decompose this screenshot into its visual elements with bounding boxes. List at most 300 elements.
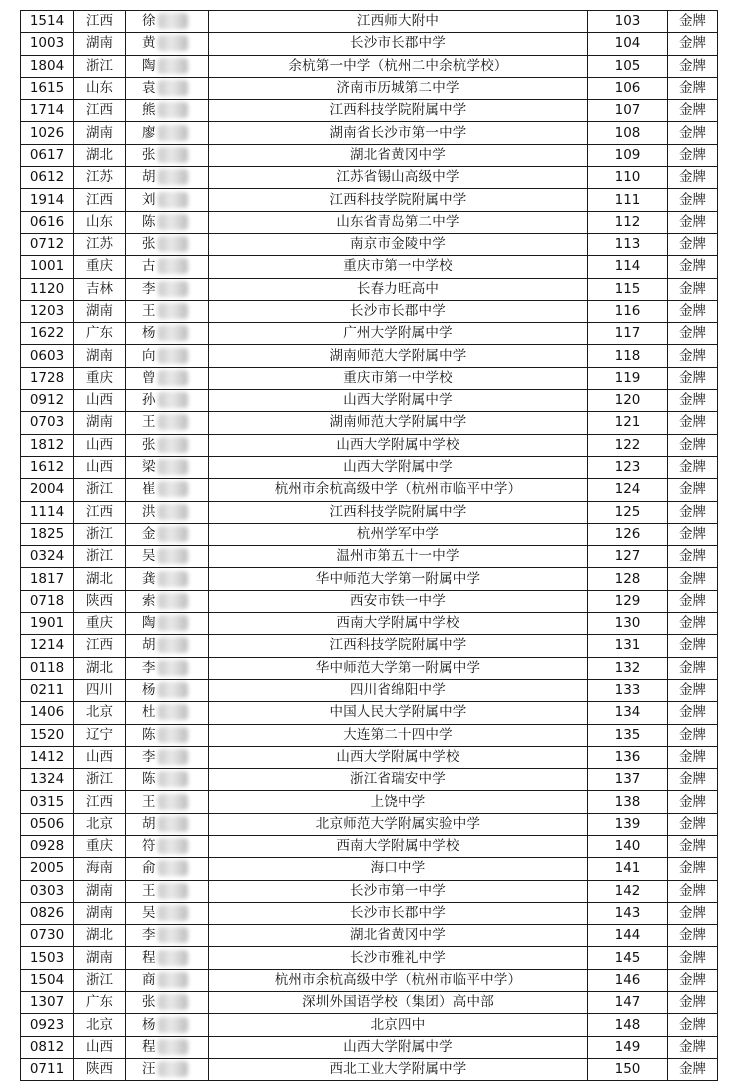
- id-cell: 1003: [21, 33, 74, 55]
- redaction-blur: [158, 236, 188, 252]
- medal-cell: 金牌: [668, 657, 718, 679]
- redaction-blur: [158, 13, 188, 29]
- school-cell: 重庆市第一中学校: [209, 367, 588, 389]
- id-cell: 1812: [21, 434, 74, 456]
- province-cell: 海南: [74, 858, 126, 880]
- province-cell: 江西: [74, 100, 126, 122]
- rank-cell: 104: [588, 33, 668, 55]
- medal-cell: 金牌: [668, 724, 718, 746]
- id-cell: 0812: [21, 1036, 74, 1058]
- surname-text: 徐: [142, 13, 156, 30]
- surname-text: 王: [142, 303, 156, 319]
- name-cell: [126, 969, 209, 991]
- medal-cell: 金牌: [668, 546, 718, 568]
- rank-cell: 132: [588, 657, 668, 679]
- surname-text: 崔: [142, 481, 156, 498]
- school-cell: 西南大学附属中学校: [209, 613, 588, 635]
- table-row: [21, 880, 718, 902]
- redaction-blur: [158, 838, 188, 854]
- id-cell: 0718: [21, 590, 74, 612]
- school-cell: 江苏省锡山高级中学: [209, 167, 588, 189]
- redaction-blur: [158, 392, 188, 408]
- rank-cell: 128: [588, 568, 668, 590]
- province-cell: 湖南: [74, 902, 126, 924]
- province-cell: 广东: [74, 992, 126, 1014]
- id-cell: 1406: [21, 702, 74, 724]
- medal-cell: 金牌: [668, 791, 718, 813]
- id-cell: 1714: [21, 100, 74, 122]
- rank-cell: 123: [588, 456, 668, 478]
- name-cell: [126, 367, 209, 389]
- province-cell: 浙江: [74, 55, 126, 77]
- id-cell: 1412: [21, 746, 74, 768]
- surname-text: 陶: [142, 615, 156, 632]
- id-cell: 1612: [21, 456, 74, 478]
- surname-text: 胡: [142, 815, 156, 832]
- medal-cell: 金牌: [668, 345, 718, 367]
- table-row: [21, 724, 718, 746]
- province-cell: 北京: [74, 813, 126, 835]
- table-row: [21, 100, 718, 122]
- rank-cell: 108: [588, 122, 668, 144]
- table-row: [21, 300, 718, 322]
- province-cell: 江西: [74, 189, 126, 211]
- province-cell: 江苏: [74, 167, 126, 189]
- redaction-blur: [158, 481, 188, 497]
- redaction-blur: [158, 459, 188, 475]
- id-cell: 1817: [21, 568, 74, 590]
- id-cell: 0118: [21, 657, 74, 679]
- table-row: [21, 1014, 718, 1036]
- redaction-blur: [158, 749, 188, 765]
- province-cell: 陕西: [74, 1058, 126, 1080]
- table-row: [21, 323, 718, 345]
- medal-cell: 金牌: [668, 702, 718, 724]
- name-cell: [126, 746, 209, 768]
- surname-text: 王: [142, 414, 156, 431]
- medal-cell: 金牌: [668, 1014, 718, 1036]
- school-cell: 重庆市第一中学校: [209, 256, 588, 278]
- id-cell: 0826: [21, 902, 74, 924]
- province-cell: 山西: [74, 1036, 126, 1058]
- name-cell: [126, 456, 209, 478]
- medal-cell: 金牌: [668, 434, 718, 456]
- medal-cell: 金牌: [668, 880, 718, 902]
- name-cell: [126, 679, 209, 701]
- id-cell: 1615: [21, 77, 74, 99]
- table-row: [21, 791, 718, 813]
- redaction-blur: [158, 58, 188, 74]
- rank-cell: 103: [588, 11, 668, 33]
- rank-cell: 116: [588, 300, 668, 322]
- name-cell: [126, 144, 209, 166]
- school-cell: 杭州学军中学: [209, 523, 588, 545]
- table-row: [21, 256, 718, 278]
- table-row: [21, 412, 718, 434]
- province-cell: 北京: [74, 1014, 126, 1036]
- surname-text: 金: [142, 525, 156, 542]
- medal-cell: 金牌: [668, 256, 718, 278]
- name-cell: [126, 55, 209, 77]
- rank-cell: 139: [588, 813, 668, 835]
- school-cell: 湖南省长沙市第一中学: [209, 122, 588, 144]
- surname-text: 李: [142, 748, 156, 765]
- surname-text: 张: [142, 994, 156, 1011]
- table-row: [21, 635, 718, 657]
- medal-cell: 金牌: [668, 100, 718, 122]
- province-cell: 浙江: [74, 523, 126, 545]
- name-cell: [126, 501, 209, 523]
- rank-cell: 130: [588, 613, 668, 635]
- rank-cell: 145: [588, 947, 668, 969]
- medal-cell: 金牌: [668, 33, 718, 55]
- table-row: [21, 902, 718, 924]
- province-cell: 重庆: [74, 256, 126, 278]
- medal-cell: 金牌: [668, 1058, 718, 1080]
- province-cell: 湖南: [74, 947, 126, 969]
- school-cell: 深圳外国语学校（集团）高中部: [209, 992, 588, 1014]
- province-cell: 山东: [74, 211, 126, 233]
- id-cell: 0303: [21, 880, 74, 902]
- surname-text: 李: [142, 659, 156, 676]
- province-cell: 北京: [74, 702, 126, 724]
- school-cell: 江西科技学院附属中学: [209, 501, 588, 523]
- id-cell: 2004: [21, 479, 74, 501]
- table-row: [21, 167, 718, 189]
- table-row: [21, 456, 718, 478]
- id-cell: 1001: [21, 256, 74, 278]
- name-cell: [126, 835, 209, 857]
- surname-text: 程: [142, 949, 156, 966]
- school-cell: 中国人民大学附属中学: [209, 702, 588, 724]
- redaction-blur: [158, 704, 188, 720]
- name-cell: [126, 479, 209, 501]
- province-cell: 湖南: [74, 880, 126, 902]
- id-cell: 0703: [21, 412, 74, 434]
- id-cell: 1504: [21, 969, 74, 991]
- id-cell: 0711: [21, 1058, 74, 1080]
- id-cell: 1324: [21, 769, 74, 791]
- name-cell: [126, 813, 209, 835]
- id-cell: 0730: [21, 925, 74, 947]
- id-cell: 1622: [21, 323, 74, 345]
- medal-cell: 金牌: [668, 568, 718, 590]
- table-row: [21, 813, 718, 835]
- redaction-blur: [158, 593, 188, 609]
- name-cell: [126, 11, 209, 33]
- surname-text: 汪: [142, 1061, 156, 1078]
- table-row: [21, 657, 718, 679]
- surname-text: 程: [142, 1038, 156, 1055]
- table-row: [21, 122, 718, 144]
- medal-cell: 金牌: [668, 11, 718, 33]
- name-cell: [126, 590, 209, 612]
- table-row: [21, 278, 718, 300]
- medal-cell: 金牌: [668, 479, 718, 501]
- medal-cell: 金牌: [668, 679, 718, 701]
- id-cell: 0211: [21, 679, 74, 701]
- school-cell: 济南市历城第二中学: [209, 77, 588, 99]
- medal-results-table: [20, 10, 718, 1081]
- surname-text: 杜: [142, 704, 156, 721]
- table-row: [21, 702, 718, 724]
- school-cell: 长沙市长郡中学: [209, 33, 588, 55]
- table-row: [21, 367, 718, 389]
- province-cell: 重庆: [74, 835, 126, 857]
- surname-text: 曾: [142, 369, 156, 386]
- id-cell: 0616: [21, 211, 74, 233]
- rank-cell: 119: [588, 367, 668, 389]
- redaction-blur: [158, 637, 188, 653]
- table-row: [21, 501, 718, 523]
- name-cell: [126, 635, 209, 657]
- id-cell: 1728: [21, 367, 74, 389]
- rank-cell: 122: [588, 434, 668, 456]
- name-cell: [126, 77, 209, 99]
- school-cell: 温州市第五十一中学: [209, 546, 588, 568]
- province-cell: 江西: [74, 11, 126, 33]
- school-cell: 北京师范大学附属实验中学: [209, 813, 588, 835]
- surname-text: 杨: [142, 1016, 156, 1033]
- rank-cell: 148: [588, 1014, 668, 1036]
- province-cell: 重庆: [74, 367, 126, 389]
- name-cell: [126, 412, 209, 434]
- id-cell: 0603: [21, 345, 74, 367]
- name-cell: [126, 657, 209, 679]
- name-cell: [126, 791, 209, 813]
- table-row: [21, 546, 718, 568]
- medal-cell: 金牌: [668, 1036, 718, 1058]
- name-cell: [126, 189, 209, 211]
- province-cell: 湖南: [74, 412, 126, 434]
- surname-text: 李: [142, 927, 156, 944]
- rank-cell: 118: [588, 345, 668, 367]
- redaction-blur: [158, 214, 188, 230]
- school-cell: 大连第二十四中学: [209, 724, 588, 746]
- table-row: [21, 1036, 718, 1058]
- name-cell: [126, 702, 209, 724]
- surname-text: 吴: [142, 548, 156, 565]
- province-cell: 山东: [74, 77, 126, 99]
- school-cell: 江西师大附中: [209, 11, 588, 33]
- id-cell: 0923: [21, 1014, 74, 1036]
- school-cell: 长沙市长郡中学: [209, 300, 588, 322]
- table-row: [21, 55, 718, 77]
- name-cell: [126, 724, 209, 746]
- redaction-blur: [158, 35, 188, 51]
- province-cell: 山西: [74, 456, 126, 478]
- province-cell: 江苏: [74, 233, 126, 255]
- name-cell: [126, 613, 209, 635]
- table-row: [21, 211, 718, 233]
- rank-cell: 133: [588, 679, 668, 701]
- school-cell: 西安市铁一中学: [209, 590, 588, 612]
- rank-cell: 113: [588, 233, 668, 255]
- rank-cell: 121: [588, 412, 668, 434]
- id-cell: 1503: [21, 947, 74, 969]
- rank-cell: 150: [588, 1058, 668, 1080]
- id-cell: 1203: [21, 300, 74, 322]
- school-cell: 杭州市余杭高级中学（杭州市临平中学）: [209, 969, 588, 991]
- id-cell: 1514: [21, 11, 74, 33]
- name-cell: [126, 568, 209, 590]
- redaction-blur: [158, 771, 188, 787]
- school-cell: 长春力旺高中: [209, 278, 588, 300]
- surname-text: 李: [142, 280, 156, 297]
- surname-text: 杨: [142, 325, 156, 342]
- surname-text: 廖: [142, 124, 156, 141]
- table-row: [21, 345, 718, 367]
- province-cell: 江西: [74, 791, 126, 813]
- rank-cell: 136: [588, 746, 668, 768]
- table-row: [21, 925, 718, 947]
- school-cell: 江西科技学院附属中学: [209, 189, 588, 211]
- province-cell: 湖北: [74, 925, 126, 947]
- surname-text: 刘: [142, 191, 156, 208]
- rank-cell: 142: [588, 880, 668, 902]
- redaction-blur: [158, 883, 188, 899]
- redaction-blur: [158, 548, 188, 564]
- surname-text: 洪: [142, 503, 156, 520]
- school-cell: 山西大学附属中学校: [209, 746, 588, 768]
- rank-cell: 146: [588, 969, 668, 991]
- table-row: [21, 1058, 718, 1080]
- school-cell: 北京四中: [209, 1014, 588, 1036]
- rank-cell: 106: [588, 77, 668, 99]
- school-cell: 山西大学附属中学: [209, 1036, 588, 1058]
- medal-cell: 金牌: [668, 969, 718, 991]
- school-cell: 山西大学附属中学: [209, 456, 588, 478]
- province-cell: 四川: [74, 679, 126, 701]
- medal-cell: 金牌: [668, 925, 718, 947]
- rank-cell: 143: [588, 902, 668, 924]
- medal-cell: 金牌: [668, 902, 718, 924]
- table-row: [21, 992, 718, 1014]
- id-cell: 1120: [21, 278, 74, 300]
- id-cell: 0324: [21, 546, 74, 568]
- name-cell: [126, 769, 209, 791]
- medal-cell: 金牌: [668, 412, 718, 434]
- table-row: [21, 434, 718, 456]
- school-cell: 浙江省瑞安中学: [209, 769, 588, 791]
- name-cell: [126, 880, 209, 902]
- redaction-blur: [158, 994, 188, 1010]
- school-cell: 长沙市第一中学: [209, 880, 588, 902]
- id-cell: 2005: [21, 858, 74, 880]
- id-cell: 0612: [21, 167, 74, 189]
- surname-text: 黄: [142, 35, 156, 52]
- rank-cell: 144: [588, 925, 668, 947]
- surname-text: 王: [142, 882, 156, 899]
- name-cell: [126, 1036, 209, 1058]
- rank-cell: 134: [588, 702, 668, 724]
- medal-cell: 金牌: [668, 278, 718, 300]
- rank-cell: 149: [588, 1036, 668, 1058]
- school-cell: 长沙市长郡中学: [209, 902, 588, 924]
- school-cell: 山西大学附属中学校: [209, 434, 588, 456]
- redaction-blur: [158, 682, 188, 698]
- surname-text: 商: [142, 971, 156, 988]
- rank-cell: 111: [588, 189, 668, 211]
- province-cell: 浙江: [74, 769, 126, 791]
- table-row: [21, 613, 718, 635]
- redaction-blur: [158, 1039, 188, 1055]
- rank-cell: 135: [588, 724, 668, 746]
- surname-text: 陈: [142, 213, 156, 230]
- surname-text: 符: [142, 838, 156, 855]
- name-cell: [126, 167, 209, 189]
- redaction-blur: [158, 147, 188, 163]
- school-cell: 西南大学附属中学校: [209, 835, 588, 857]
- id-cell: 1914: [21, 189, 74, 211]
- province-cell: 湖南: [74, 345, 126, 367]
- table-row: [21, 390, 718, 412]
- table-row: [21, 33, 718, 55]
- table-row: [21, 189, 718, 211]
- redaction-blur: [158, 325, 188, 341]
- province-cell: 湖北: [74, 144, 126, 166]
- id-cell: 1114: [21, 501, 74, 523]
- province-cell: 湖南: [74, 33, 126, 55]
- table-row: [21, 746, 718, 768]
- surname-text: 胡: [142, 637, 156, 654]
- redaction-blur: [158, 125, 188, 141]
- name-cell: [126, 546, 209, 568]
- redaction-blur: [158, 504, 188, 520]
- table-row: [21, 523, 718, 545]
- name-cell: [126, 233, 209, 255]
- school-cell: 南京市金陵中学: [209, 233, 588, 255]
- rank-cell: 117: [588, 323, 668, 345]
- redaction-blur: [158, 950, 188, 966]
- province-cell: 江西: [74, 635, 126, 657]
- medal-cell: 金牌: [668, 167, 718, 189]
- redaction-blur: [158, 615, 188, 631]
- surname-text: 袁: [142, 80, 156, 97]
- name-cell: [126, 434, 209, 456]
- redaction-blur: [158, 102, 188, 118]
- redaction-blur: [158, 414, 188, 430]
- medal-cell: 金牌: [668, 835, 718, 857]
- medal-cell: 金牌: [668, 769, 718, 791]
- rank-cell: 105: [588, 55, 668, 77]
- id-cell: 1825: [21, 523, 74, 545]
- redaction-blur: [158, 80, 188, 96]
- name-cell: [126, 902, 209, 924]
- school-cell: 四川省绵阳中学: [209, 679, 588, 701]
- table-row: [21, 77, 718, 99]
- province-cell: 广东: [74, 323, 126, 345]
- surname-text: 王: [142, 793, 156, 810]
- name-cell: [126, 278, 209, 300]
- province-cell: 江西: [74, 501, 126, 523]
- rank-cell: 110: [588, 167, 668, 189]
- surname-text: 张: [142, 146, 156, 163]
- rank-cell: 124: [588, 479, 668, 501]
- school-cell: 华中师范大学第一附属中学: [209, 657, 588, 679]
- name-cell: [126, 1014, 209, 1036]
- school-cell: 山东省青岛第二中学: [209, 211, 588, 233]
- surname-text: 梁: [142, 459, 156, 476]
- province-cell: 山西: [74, 390, 126, 412]
- surname-text: 张: [142, 236, 156, 253]
- name-cell: [126, 100, 209, 122]
- redaction-blur: [158, 437, 188, 453]
- redaction-blur: [158, 727, 188, 743]
- school-cell: 杭州市余杭高级中学（杭州市临平中学）: [209, 479, 588, 501]
- table-row: [21, 679, 718, 701]
- medal-cell: 金牌: [668, 613, 718, 635]
